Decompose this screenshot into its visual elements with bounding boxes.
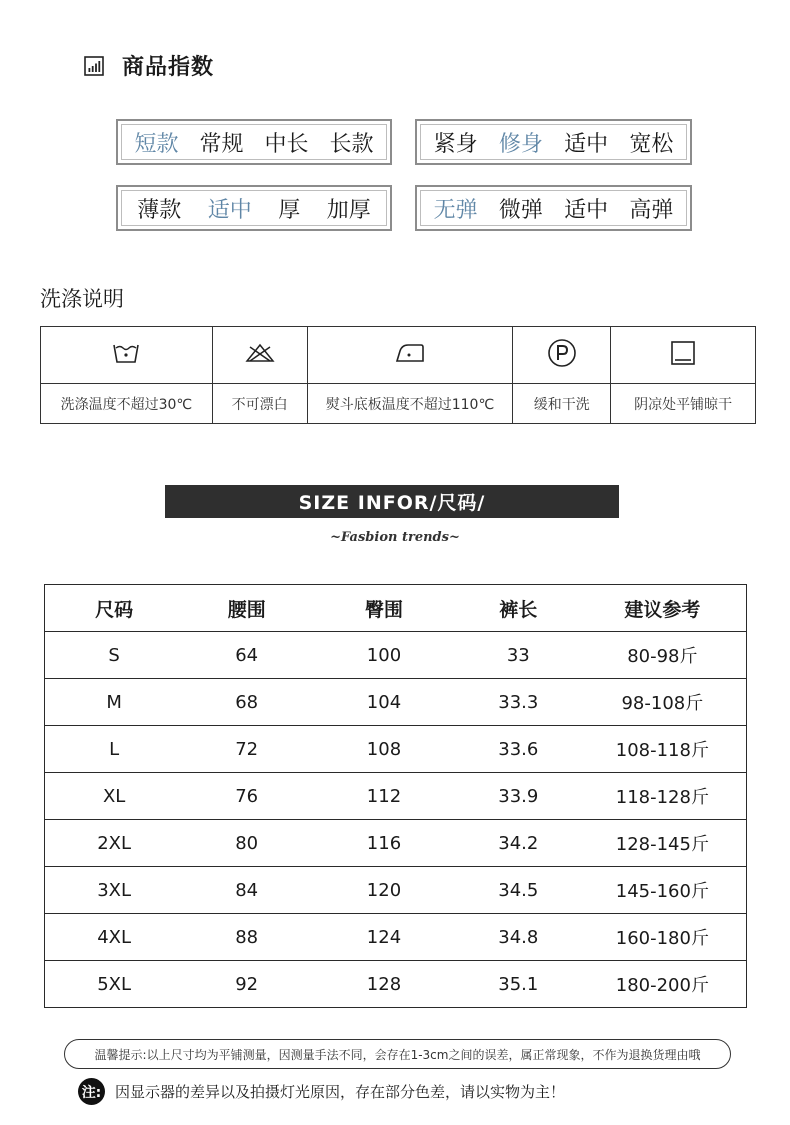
table-cell: 34.8 bbox=[458, 914, 579, 961]
table-cell: 160-180斤 bbox=[579, 914, 747, 961]
table-row bbox=[45, 820, 747, 867]
length-option: 常规 bbox=[199, 131, 244, 157]
table-cell: 145-160斤 bbox=[579, 867, 747, 914]
wash-label: 不可漂白 bbox=[212, 384, 307, 424]
bar-chart-icon bbox=[84, 56, 104, 76]
size-banner: SIZE INFOR/尺码/ bbox=[165, 485, 619, 518]
note-badge: 注: bbox=[78, 1078, 105, 1105]
fit-index bbox=[415, 119, 692, 165]
elasticity-option: 微弹 bbox=[498, 197, 543, 223]
disclaimer-text: 因显示器的差异以及拍摄灯光原因，存在部分色差，请以实物为主！ bbox=[115, 1083, 566, 1101]
table-cell: 120 bbox=[310, 867, 458, 914]
size-table bbox=[44, 584, 747, 1008]
elasticity-option: 适中 bbox=[564, 197, 609, 223]
table-cell: 3XL bbox=[45, 867, 184, 914]
table-cell: 118-128斤 bbox=[579, 773, 747, 820]
table-cell: 100 bbox=[310, 632, 458, 679]
length-option: 短款 bbox=[134, 131, 179, 157]
table-cell: 34.2 bbox=[458, 820, 579, 867]
table-row bbox=[45, 914, 747, 961]
measurement-tip: 温馨提示:以上尺寸均为平铺测量，因测量手法不同，会存在1-3cm之间的误差，属正常现象，不作为退换货理由哦 bbox=[64, 1039, 731, 1069]
wash-title: 洗涤说明 bbox=[40, 287, 124, 311]
section-header bbox=[84, 50, 214, 81]
thickness-index bbox=[116, 185, 392, 231]
table-row bbox=[45, 773, 747, 820]
table-row bbox=[45, 679, 747, 726]
table-cell: 33.9 bbox=[458, 773, 579, 820]
fit-option: 紧身 bbox=[433, 131, 478, 157]
thickness-option: 适中 bbox=[207, 197, 252, 223]
table-cell: 98-108斤 bbox=[579, 679, 747, 726]
dry-clean-p-icon bbox=[546, 337, 578, 369]
table-cell: 108-118斤 bbox=[579, 726, 747, 773]
table-cell: 64 bbox=[183, 632, 310, 679]
wash-label: 缓和干洗 bbox=[513, 384, 611, 424]
column-header: 尺码 bbox=[45, 585, 184, 632]
table-cell: M bbox=[45, 679, 184, 726]
table-cell: 92 bbox=[183, 961, 310, 1008]
column-header: 裤长 bbox=[458, 585, 579, 632]
table-cell: S bbox=[45, 632, 184, 679]
table-cell: 72 bbox=[183, 726, 310, 773]
table-cell: 128-145斤 bbox=[579, 820, 747, 867]
elasticity-option: 无弹 bbox=[433, 197, 478, 223]
table-cell: 128 bbox=[310, 961, 458, 1008]
table-cell: 2XL bbox=[45, 820, 184, 867]
elasticity-option: 高弹 bbox=[629, 197, 674, 223]
table-cell: 35.1 bbox=[458, 961, 579, 1008]
table-cell: XL bbox=[45, 773, 184, 820]
table-cell: 108 bbox=[310, 726, 458, 773]
table-cell: 33.3 bbox=[458, 679, 579, 726]
table-cell: 33 bbox=[458, 632, 579, 679]
elasticity-index bbox=[415, 185, 692, 231]
table-row bbox=[45, 867, 747, 914]
table-cell: 4XL bbox=[45, 914, 184, 961]
table-cell: 80 bbox=[183, 820, 310, 867]
no-bleach-icon bbox=[244, 341, 276, 365]
column-header: 腰围 bbox=[183, 585, 310, 632]
table-cell: 180-200斤 bbox=[579, 961, 747, 1008]
fit-option: 适中 bbox=[564, 131, 609, 157]
table-cell: 104 bbox=[310, 679, 458, 726]
page-title: 商品指数 bbox=[122, 55, 215, 80]
thickness-option: 薄款 bbox=[137, 197, 182, 223]
table-cell: 5XL bbox=[45, 961, 184, 1008]
wash-label: 熨斗底板温度不超过110℃ bbox=[307, 384, 513, 424]
fit-option: 宽松 bbox=[629, 131, 674, 157]
flat-dry-icon bbox=[669, 339, 697, 367]
disclaimer bbox=[78, 1078, 565, 1105]
table-cell: 68 bbox=[183, 679, 310, 726]
table-cell: 112 bbox=[310, 773, 458, 820]
table-cell: 124 bbox=[310, 914, 458, 961]
length-index bbox=[116, 119, 392, 165]
table-row bbox=[45, 726, 747, 773]
wash-label: 阴凉处平铺晾干 bbox=[611, 384, 756, 424]
table-row bbox=[45, 632, 747, 679]
fit-option: 修身 bbox=[498, 131, 543, 157]
wash-label: 洗涤温度不超过30℃ bbox=[41, 384, 213, 424]
wash-table bbox=[40, 326, 756, 424]
table-cell: 34.5 bbox=[458, 867, 579, 914]
size-subtitle: ~Fasbion trends~ bbox=[330, 530, 460, 545]
table-row bbox=[45, 961, 747, 1008]
table-cell: 116 bbox=[310, 820, 458, 867]
table-cell: 84 bbox=[183, 867, 310, 914]
table-cell: L bbox=[45, 726, 184, 773]
table-cell: 80-98斤 bbox=[579, 632, 747, 679]
table-header-row bbox=[45, 585, 747, 632]
length-option: 长款 bbox=[329, 131, 374, 157]
table-cell: 76 bbox=[183, 773, 310, 820]
thickness-option: 厚 bbox=[278, 197, 301, 223]
thickness-option: 加厚 bbox=[326, 197, 371, 223]
wash-basin-icon bbox=[111, 340, 141, 366]
column-header: 建议参考 bbox=[579, 585, 747, 632]
table-cell: 33.6 bbox=[458, 726, 579, 773]
column-header: 臀围 bbox=[310, 585, 458, 632]
length-option: 中长 bbox=[264, 131, 309, 157]
table-cell: 88 bbox=[183, 914, 310, 961]
iron-icon bbox=[394, 341, 426, 365]
